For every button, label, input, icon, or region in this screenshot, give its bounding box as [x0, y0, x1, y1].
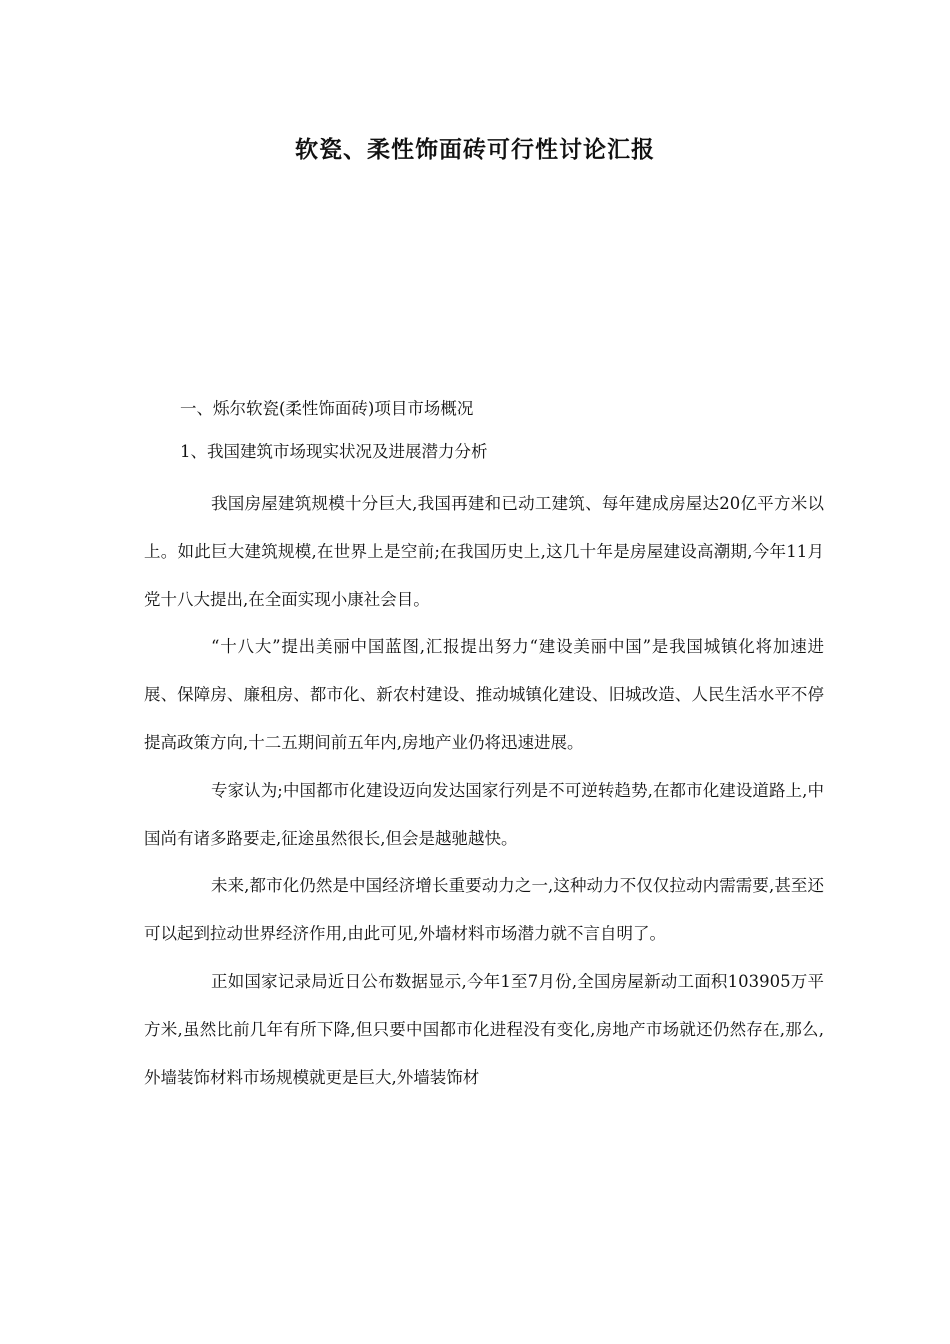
paragraph: 未来,都市化仍然是中国经济增长重要动力之一,这种动力不仅仅拉动内需需要,甚至还可以起到拉动世界经济作用,由此可见,外墙材料市场潜力就不言自明了。 — [144, 876, 824, 944]
document-title: 软瓷、柔性饰面砖可行性讨论汇报 — [295, 136, 655, 163]
subsection-heading: 1、我国建筑市场现实状况及进展潜力分析 — [180, 442, 488, 461]
body-text — [144, 480, 824, 1101]
paragraph: 正如国家记录局近日公布数据显示,今年1至7月份,全国房屋新动工面积103905万平方米,虽然比前几年有所下降,但只要中国都市化进程没有变化,房地产市场就还仍然存在,那么,外墙装饰材料市场规模就更是巨大,外墙装饰材 — [144, 971, 824, 1087]
section-heading: 一、烁尔软瓷(柔性饰面砖)项目市场概况 — [180, 399, 474, 418]
paragraph: 我国房屋建筑规模十分巨大,我国再建和已动工建筑、每年建成房屋达20亿平方米以上。如此巨大建筑规模,在世界上是空前;在我国历史上,这几十年是房屋建设高潮期,今年11月党十八大提出,在全面实现小康社会目。 — [144, 494, 824, 609]
paragraph: 专家认为;中国都市化建设迈向发达国家行列是不可逆转趋势,在都市化建设道路上,中国尚有诸多路要走,征途虽然很长,但会是越驰越快。 — [144, 780, 824, 848]
paragraph: “十八大”提出美丽中国蓝图,汇报提出努力“建设美丽中国”是我国城镇化将加速进展、保障房、廉租房、都市化、新农村建设、推动城镇化建设、旧城改造、人民生活水平不停提高政策方向,十二五期间前五年内,房地产业仍将迅速进展。 — [144, 637, 824, 752]
